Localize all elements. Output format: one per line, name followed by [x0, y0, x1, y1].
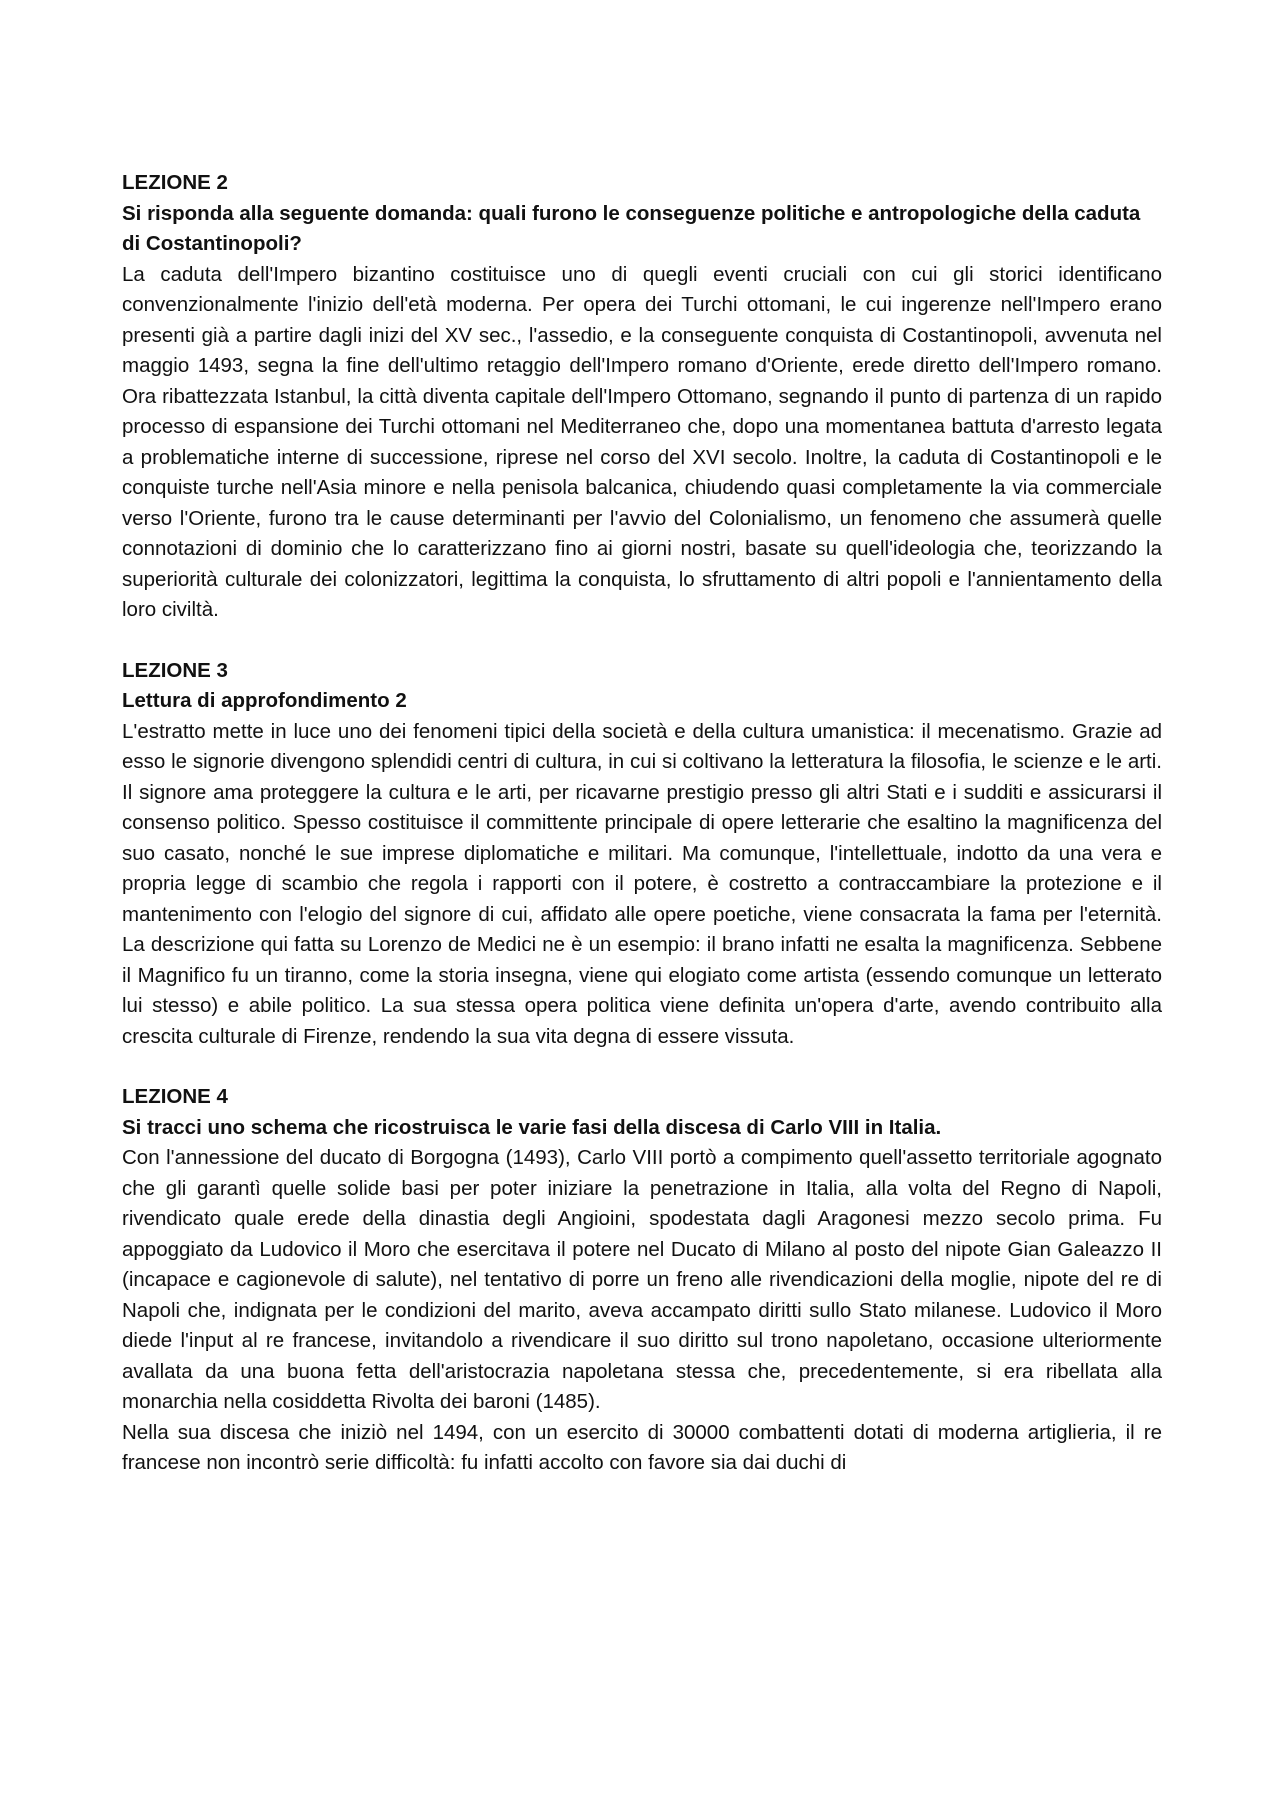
- lesson-question: Si tracci uno schema che ricostruisca le varie fasi della discesa di Carlo VIII in Italia.: [122, 1115, 942, 1139]
- section-lezione-4: [122, 1082, 1162, 1479]
- lesson-title: LEZIONE 3: [122, 658, 228, 682]
- lesson-question: Si risponda alla seguente domanda: quali furono le conseguenze politiche e antropologiche della caduta di Costantinopoli?: [122, 201, 1141, 255]
- lesson-paragraph: La caduta dell'Impero bizantino costituisce uno di quegli eventi cruciali con cui gli storici identificano convenzionalmente l'inizio dell'età moderna. Per opera dei Turchi ottomani, le cui ingerenze nell'Impero erano presenti già a partire dagli inizi del XV sec., l'assedio, e la conseguente conquista di Costantinopoli, avvenuta nel maggio 1493, segna la fine dell'ultimo retaggio dell'Impero romano d'Oriente, erede diretto dell'Impero romano. Ora ribattezzata Istanbul, la città diventa capitale dell'Impero Ottomano, segnando il punto di partenza di un rapido processo di espansione dei Turchi ottomani nel Mediterraneo che, dopo una momentanea battuta d'arresto legata a problematiche interne di successione, riprese nel corso del XVI secolo. Inoltre, la caduta di Costantinopoli e le conquiste turche nell'Asia minore e nella penisola balcanica, chiudendo quasi completamente la via commerciale verso l'Oriente, furono tra le cause determinanti per l'avvio del Colonialismo, un fenomeno che assumerà quelle connotazioni di dominio che lo caratterizzano fino ai giorni nostri, basate su quell'ideologia che, teorizzando la superiorità culturale dei colonizzatori, legittima la conquista, lo sfruttamento di altri popoli e l'annientamento della loro civiltà.: [122, 262, 1162, 621]
- document-page: [122, 168, 1162, 1509]
- lesson-paragraph: Con l'annessione del ducato di Borgogna (1493), Carlo VIII portò a compimento quell'assetto territoriale agognato che gli garantì quelle solide basi per poter iniziare la penetrazione in Italia, alla volta del Regno di Napoli, rivendicato quale erede della dinastia degli Angioini, spodestata dagli Aragonesi mezzo secolo prima. Fu appoggiato da Ludovico il Moro che esercitava il potere nel Ducato di Milano al posto del nipote Gian Galeazzo II (incapace e cagionevole di salute), nel tentativo di porre un freno alle rivendicazioni della moglie, nipote del re di Napoli che, indignata per le condizioni del marito, aveva accampato diritti sullo Stato milanese. Ludovico il Moro diede l'input al re francese, invitandolo a rivendicare il suo diritto sul trono napoletano, occasione ulteriormente avallata da una buona fetta dell'aristocrazia napoletana stessa che, precedentemente, si era ribellata alla monarchia nella cosiddetta Rivolta dei baroni (1485).: [122, 1146, 1162, 1413]
- lesson-question: Lettura di approfondimento 2: [122, 689, 407, 712]
- section-lezione-3: [122, 656, 1162, 1053]
- section-lezione-2: [122, 168, 1162, 626]
- lesson-paragraph: Nella sua discesa che iniziò nel 1494, con un esercito di 30000 combattenti dotati di moderna artiglieria, il re francese non incontrò serie difficoltà: fu infatti accolto con favore sia dai duchi di: [122, 1420, 1162, 1474]
- lesson-paragraph: L'estratto mette in luce uno dei fenomeni tipici della società e della cultura umanistica: il mecenatismo. Grazie ad esso le signorie divengono splendidi centri di cultura, in cui si coltivano la letteratura la filosofia, le scienze e le arti. Il signore ama proteggere la cultura e le arti, per ricavarne prestigio presso gli altri Stati e i sudditi e assicurarsi il consenso politico. Spesso costituisce il committente principale di opere letterarie che esaltino la magnificenza del suo casato, nonché le sue imprese diplomatiche e militari. Ma comunque, l'intellettuale, indotto da una vera e propria legge di scambio che regola i rapporti con il potere, è costretto a contraccambiare la protezione e il mantenimento con l'elogio del signore di cui, affidato alle opere poetiche, viene consacrata la fama per l'eternità. La descrizione qui fatta su Lorenzo de Medici ne è un esempio: il brano infatti ne esalta la magnificenza. Sebbene il Magnifico fu un tiranno, come la storia insegna, viene qui elogiato come artista (essendo comunque un letterato lui stesso) e abile politico. La sua stessa opera politica viene definita un'opera d'arte, avendo contribuito alla crescita culturale di Firenze, rendendo la sua vita degna di essere vissuta.: [122, 719, 1162, 1048]
- lesson-title: LEZIONE 2: [122, 171, 228, 194]
- lesson-title: LEZIONE 4: [122, 1085, 228, 1108]
